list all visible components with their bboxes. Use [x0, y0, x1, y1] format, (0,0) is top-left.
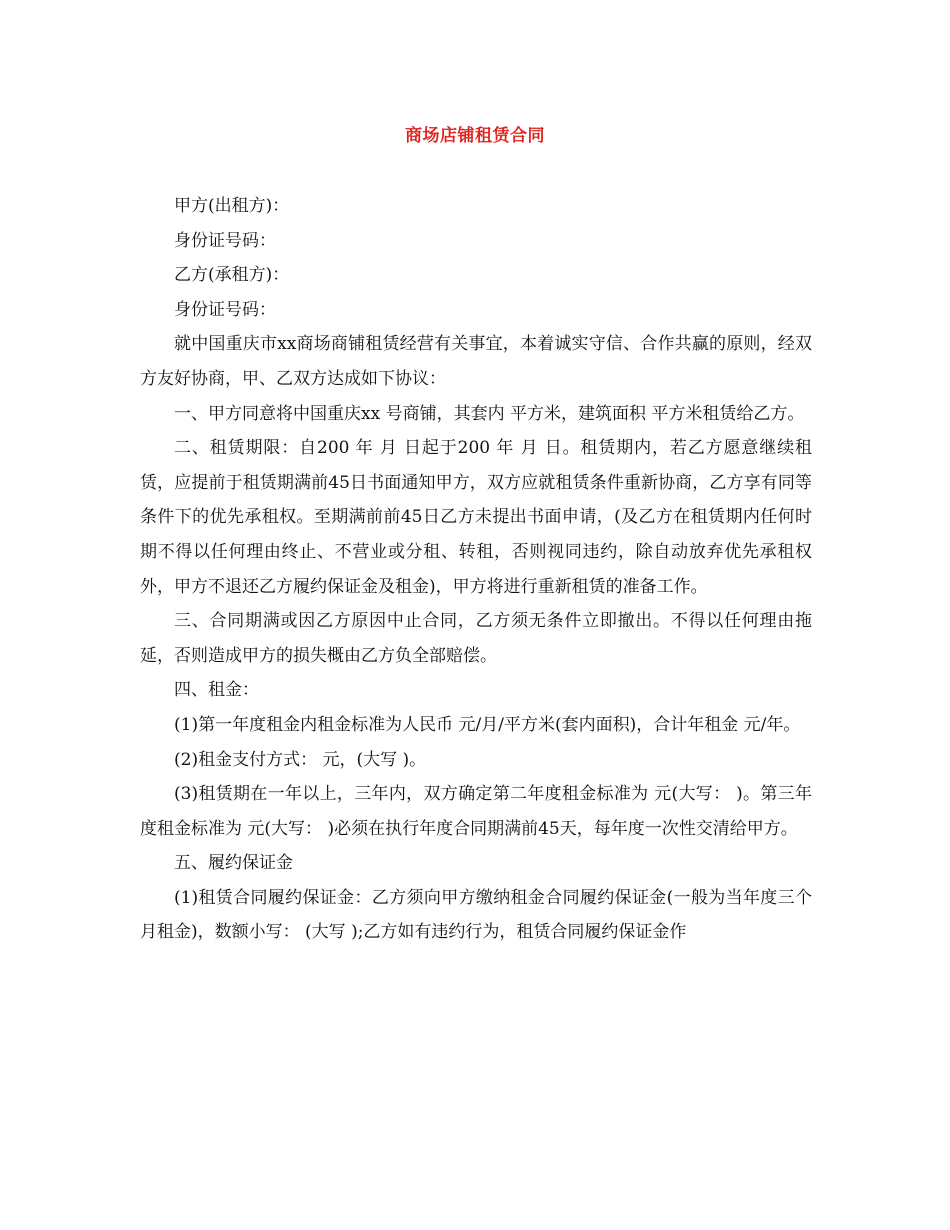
document-body	[140, 189, 812, 950]
document-title: 商场店铺租赁合同	[405, 126, 545, 146]
party-a-id-line: 身份证号码：	[174, 230, 276, 251]
intro-paragraph: 就中国重庆市xx商场商铺租赁经营有关事宜，本着诚实守信、合作共赢的原则，经双方友好协商，甲、乙双方达成如下协议：	[140, 334, 812, 389]
clause-2-paragraph: 二、租赁期限：自200 年 月 日起于200 年 月 日。租赁期内，若乙方愿意继续租赁，应提前于租赁期满前45日书面通知甲方，双方应就租赁条件重新协商，乙方享有同等条件下的优先承租权。至期满前前45日乙方未提出书面申请，(及乙方在租赁期内任何时期不得以任何理由终止、不营业或分租、转租，否则视同违约，除自动放弃优先承租权外，甲方不退还乙方履约保证金及租金)，甲方将进行重新租赁的准备工作。	[140, 438, 812, 597]
clause-4-1-paragraph: (1)第一年度租金内租金标准为人民币 元/月/平方米(套内面积)，合计年租金 元/年。	[174, 714, 801, 735]
clause-5-1-paragraph: (1)租赁合同履约保证金：乙方须向甲方缴纳租金合同履约保证金(一般为当年度三个月租金)，数额小写： (大写 );乙方如有违约行为，租赁合同履约保证金作	[140, 887, 812, 943]
clause-4-heading: 四、租金：	[174, 680, 259, 701]
party-b-id-line: 身份证号码：	[174, 299, 276, 320]
clause-4-3-paragraph: (3)租赁期在一年以上，三年内，双方确定第二年度租金标准为 元(大写： )。第三年度租金标准为 元(大写： )必须在执行年度合同期满前45天，每年度一次性交清给甲方。	[140, 784, 812, 839]
party-a-line: 甲方(出租方)：	[174, 196, 290, 216]
clause-3-paragraph: 三、合同期满或因乙方原因中止合同，乙方须无条件立即撤出。不得以任何理由拖延，否则造成甲方的损失概由乙方负全部赔偿。	[140, 611, 812, 666]
clause-5-heading: 五、履约保证金	[174, 853, 293, 874]
clause-1-paragraph: 一、甲方同意将中国重庆xx 号商铺，其套内 平方米，建筑面积 平方米租赁给乙方。	[174, 403, 805, 424]
party-b-line: 乙方(承租方)：	[174, 265, 290, 286]
clause-4-2-paragraph: (2)租金支付方式： 元，(大写 )。	[174, 749, 427, 770]
